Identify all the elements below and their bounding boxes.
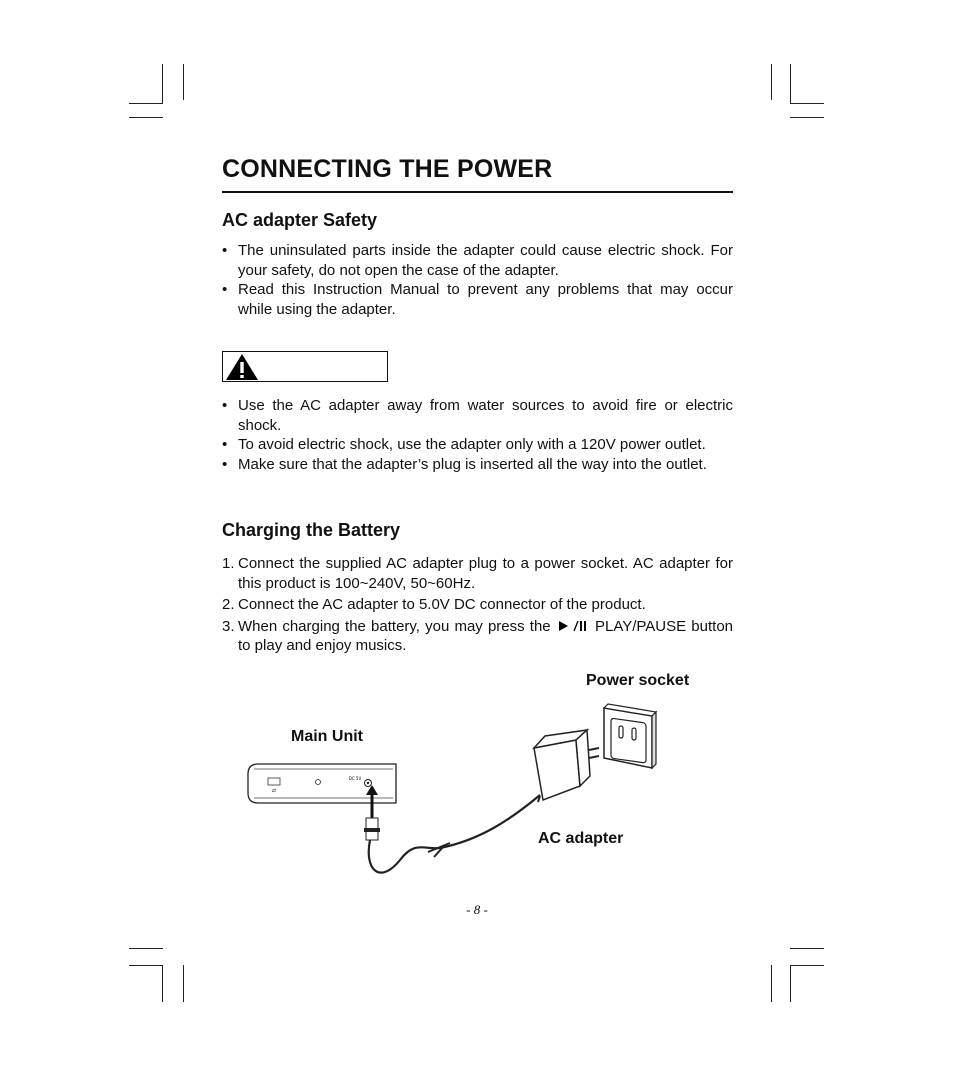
caution-box (222, 351, 388, 382)
caution-bullet: • Use the AC adapter away from water sources to avoid fire or electric shock. (222, 396, 733, 435)
connector-label: DC 5V (348, 776, 362, 781)
step-item (222, 554, 733, 593)
dc-plug-illustration (364, 818, 380, 840)
charging-heading: Charging the Battery (222, 520, 401, 540)
caution-bullet: • To avoid electric shock, use the adapter only with a 120V power outlet. (222, 435, 733, 455)
step-item (222, 595, 733, 615)
charging-steps (222, 554, 733, 658)
title-rule (222, 191, 733, 193)
page-number: - 8 - (466, 902, 488, 917)
warning-triangle-icon (225, 353, 259, 381)
play-pause-icon (558, 620, 588, 632)
safety-bullet: • Read this Instruction Manual to prevent any problems that may occur while using the adapter. (222, 280, 733, 319)
caution-bullet: • Make sure that the adapter’s plug is inserted all the way into the outlet. (222, 455, 733, 475)
step-number: 2. (222, 596, 235, 613)
step-text: Connect the AC adapter to 5.0V DC connector of the product. (238, 596, 646, 613)
step-number: 1. (222, 555, 235, 572)
svg-text:⇄: ⇄ (271, 788, 277, 794)
page-title: CONNECTING THE POWER (222, 155, 553, 183)
safety-bullet: • The uninsulated parts inside the adapter could cause electric shock. For your safety, do not open the case of the adapter. (222, 241, 733, 280)
ac-adapter-illustration (534, 730, 599, 802)
step-item (222, 617, 733, 656)
ac-adapter-label: AC adapter (538, 830, 624, 847)
charging-diagram (240, 700, 670, 890)
main-unit-illustration (248, 764, 396, 803)
power-socket-illustration (604, 704, 656, 768)
safety-heading: AC adapter Safety (222, 210, 378, 230)
power-socket-label: Power socket (586, 672, 690, 689)
caution-list (222, 396, 733, 474)
safety-list (222, 241, 733, 319)
step-text: When charging the battery, you may press the (238, 617, 551, 635)
step-text: PLAY/PAUSE button to play and enjoy musics. (238, 617, 734, 654)
main-unit-label: Main Unit (291, 728, 363, 745)
step-number: 3. (222, 617, 235, 635)
step-text: Connect the supplied AC adapter plug to a power socket. AC adapter for this product is 100~240V, 50~60Hz. (238, 555, 733, 592)
